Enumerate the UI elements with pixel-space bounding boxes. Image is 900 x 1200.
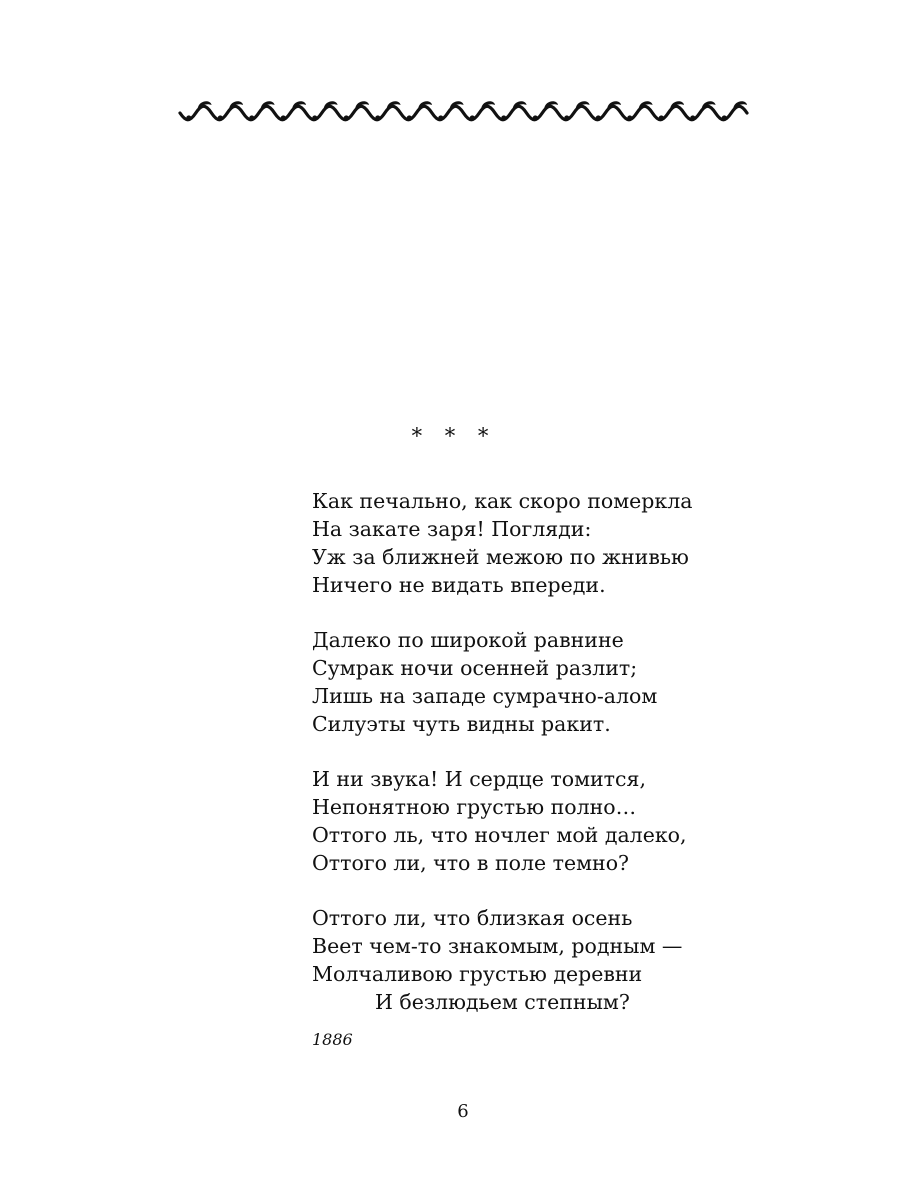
ornament-bud xyxy=(722,115,727,120)
ornament-bud xyxy=(312,115,317,120)
poem-line: Непонятною грустью полно… xyxy=(312,795,637,819)
poem-date: 1886 xyxy=(312,1030,353,1049)
ornament-bud xyxy=(690,115,695,120)
poem-line: Сумрак ночи осенней разлит; xyxy=(312,656,638,680)
ornament-bud xyxy=(533,115,538,120)
poem-line: Далеко по широкой равнине xyxy=(312,628,624,652)
poem-line: Ничего не видать впереди. xyxy=(312,573,606,597)
ornament-bud xyxy=(344,115,349,120)
stanza-4 xyxy=(312,904,872,1016)
poem-line: Оттого ли, что близкая осень xyxy=(312,906,633,930)
section-separator: * * * xyxy=(411,424,489,448)
ornament-bud xyxy=(375,115,380,120)
ornament-bud xyxy=(218,115,223,120)
ornament-bud xyxy=(627,115,632,120)
ornament-bud xyxy=(438,115,443,120)
ornament-bud xyxy=(249,115,254,120)
ornament-bud xyxy=(407,115,412,120)
poem-line: Оттого ли, что в поле темно? xyxy=(312,851,630,875)
stanza-3 xyxy=(312,765,872,877)
poem-line: И безлюдьем степным? xyxy=(375,990,630,1014)
ornament-bud xyxy=(659,115,664,120)
ornament-bud xyxy=(564,115,569,120)
poem xyxy=(312,487,872,1043)
stanza-1 xyxy=(312,487,872,599)
ornament-bud xyxy=(186,115,191,120)
ornament-bud xyxy=(470,115,475,120)
page-number: 6 xyxy=(457,1101,469,1122)
ornament-bud xyxy=(501,115,506,120)
poem-line: Оттого ль, что ночлег мой далеко, xyxy=(312,823,687,847)
poem-line: Силуэты чуть видны ракит. xyxy=(312,712,611,736)
poem-line: И ни звука! И сердце томится, xyxy=(312,767,646,791)
vine-scroll-ornament-icon xyxy=(176,98,752,128)
poem-line: Веет чем-то знакомым, родным — xyxy=(312,934,683,958)
ornament-bud xyxy=(281,115,286,120)
poem-line: На закате заря! Погляди: xyxy=(312,517,592,541)
poem-line: Уж за ближней межою по жнивью xyxy=(312,545,689,569)
ornament-bud xyxy=(596,115,601,120)
poem-line: Как печально, как скоро померкла xyxy=(312,489,693,513)
poem-line: Лишь на западе сумрачно-алом xyxy=(312,684,658,708)
poem-line: Молчаливою грустью деревни xyxy=(312,962,643,986)
stanza-2 xyxy=(312,626,872,738)
